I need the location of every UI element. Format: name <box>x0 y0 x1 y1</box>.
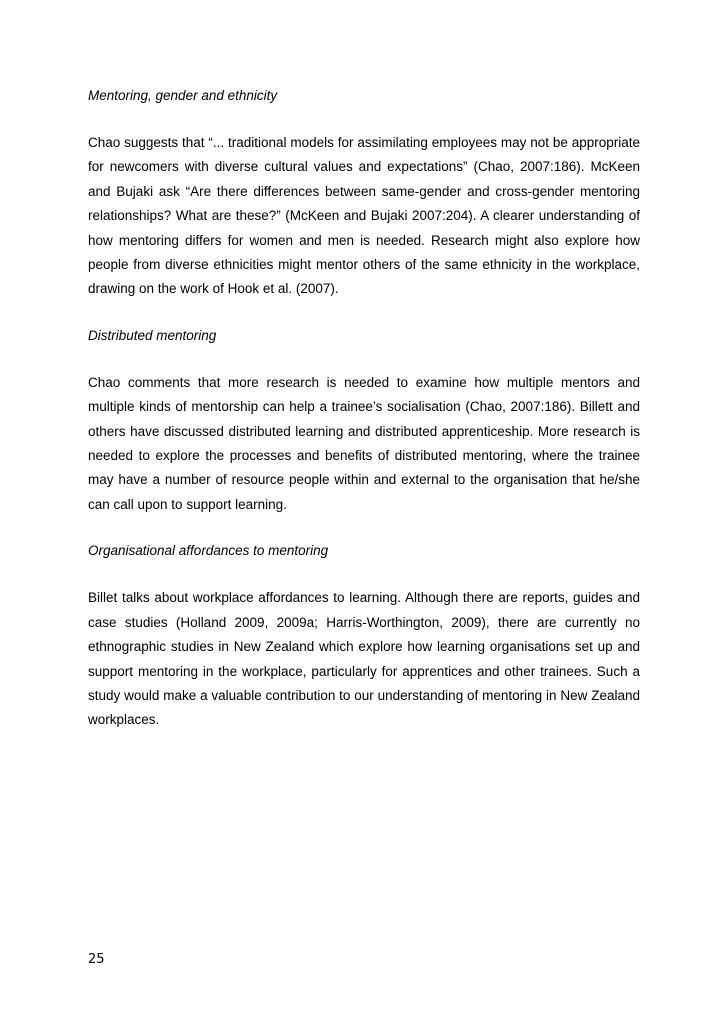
section-heading-gender-ethnicity: Mentoring, gender and ethnicity <box>88 88 278 103</box>
section-paragraph-gender-ethnicity: Chao suggests that “... traditional models for assimilating employees may not be appropriate for newcomers with diverse cultural values and expectations” (Chao, 2007:186). McKeen and Bujaki ask “Are there differences between same-gender and cross-gender mentoring relationships? What are these?” (McKeen and Bujaki 2007:204). A clearer understanding of how mentoring differs for women and men is needed. Research might also explore how people from diverse ethnicities might mentor others of the same ethnicity in the workplace, drawing on the work of Hook et al. (2007). <box>88 135 640 297</box>
section-paragraph-organisational-affordances: Billet talks about workplace affordances to learning. Although there are reports, guides and case studies (Holland 2009, 2009a; Harris-Worthington, 2009), there are currently no ethnographic studies in New Zealand which explore how learning organisations set up and support mentoring in the workplace, particularly for apprentices and other trainees. Such a study would make a valuable contribution to our understanding of mentoring in New Zealand workplaces. <box>88 590 640 728</box>
page-number: 25 <box>88 952 105 967</box>
document-page <box>88 84 640 733</box>
section-heading-distributed-mentoring: Distributed mentoring <box>88 327 217 343</box>
section-heading-organisational-affordances: Organisational affordances to mentoring <box>88 543 329 559</box>
section-paragraph-distributed-mentoring: Chao comments that more research is needed to examine how multiple mentors and multiple kinds of mentorship can help a trainee’s socialisation (Chao, 2007:186). Billett and others have discussed distributed learning and distributed apprenticeship. More research is needed to explore the processes and benefits of distributed mentoring, where the trainee may have a number of resource people within and external to the organisation that he/she can call upon to support learning. <box>88 374 640 512</box>
